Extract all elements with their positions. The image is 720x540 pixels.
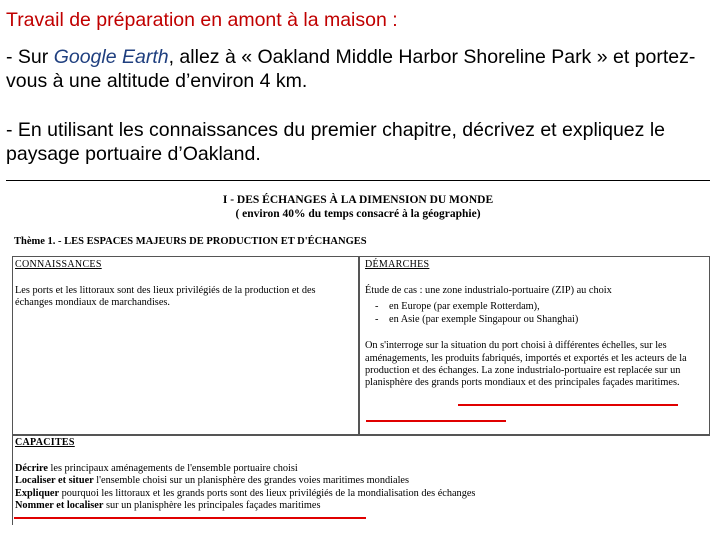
instruction-describe: - En utilisant les connaissances du premier chapitre, décrivez et expliquez le paysage portuaire d’Oakland. <box>6 119 666 165</box>
highlight-underline <box>14 517 366 519</box>
instruction-prefix: - Sur <box>6 46 54 68</box>
demarches-intro: Étude de cas : une zone industrialo-portuaire (ZIP) au choix <box>365 285 612 296</box>
list-item: - en Asie (par exemple Singapour ou Shanghai) <box>389 314 703 326</box>
list-item: Expliquer pourquoi les littoraux et les grands ports sont des lieux privilégiés de la mondialisation des échanges <box>15 487 476 499</box>
highlight-underline <box>458 404 678 406</box>
demarches-text: On s'interroge sur la situation du port choisi à différentes échelles, sur les aménagements, les produits fabriqués, importés et exportés et les acteurs de la production et des échanges. La zone industrialo-portuaire est replacée sur un planisphère des grands ports mondiaux et des principales façades maritimes. <box>365 340 687 389</box>
section-subheading: ( environ 40% du temps consacré à la géographie) <box>235 208 481 220</box>
demarches-cell <box>358 256 710 436</box>
list-item: Décrire les principaux aménagements de l'ensemble portuaire choisi <box>15 463 298 474</box>
connaissances-label: CONNAISSANCES <box>15 259 102 270</box>
connaissances-text: Les ports et les littoraux sont des lieux privilégiés de la production et des échanges mondiaux de marchandises. <box>15 285 316 309</box>
app-name: Google Earth <box>53 46 169 68</box>
list-item: Localiser et situer l'ensemble choisi sur un planisphère des grandes voies maritimes mondiales <box>15 475 410 487</box>
capacites-cell <box>12 434 709 525</box>
divider <box>6 180 710 181</box>
theme-title: Thème 1. - LES ESPACES MAJEURS DE PRODUCTION ET D'ÉCHANGES <box>14 236 367 247</box>
assignment-title: Travail de préparation en amont à la maison : <box>6 9 398 31</box>
instruction-suffix: , allez à « Oakland Middle Harbor Shoreline Park » et portez-vous à une altitude d’environ 4 km. <box>6 46 696 92</box>
demarches-label: DÉMARCHES <box>365 259 430 270</box>
instruction-google-earth <box>6 45 712 93</box>
program-excerpt <box>6 180 710 525</box>
capacites-list <box>15 463 705 513</box>
list-item: - en Europe (par exemple Rotterdam), <box>389 301 703 313</box>
connaissances-cell <box>12 256 360 436</box>
section-heading: I - DES ÉCHANGES À LA DIMENSION DU MONDE <box>222 194 494 206</box>
highlight-underline <box>366 420 506 422</box>
demarches-list <box>365 301 703 326</box>
list-item: Nommer et localiser sur un planisphère les principales façades maritimes <box>15 500 321 512</box>
capacites-label: CAPACITES <box>15 437 75 448</box>
